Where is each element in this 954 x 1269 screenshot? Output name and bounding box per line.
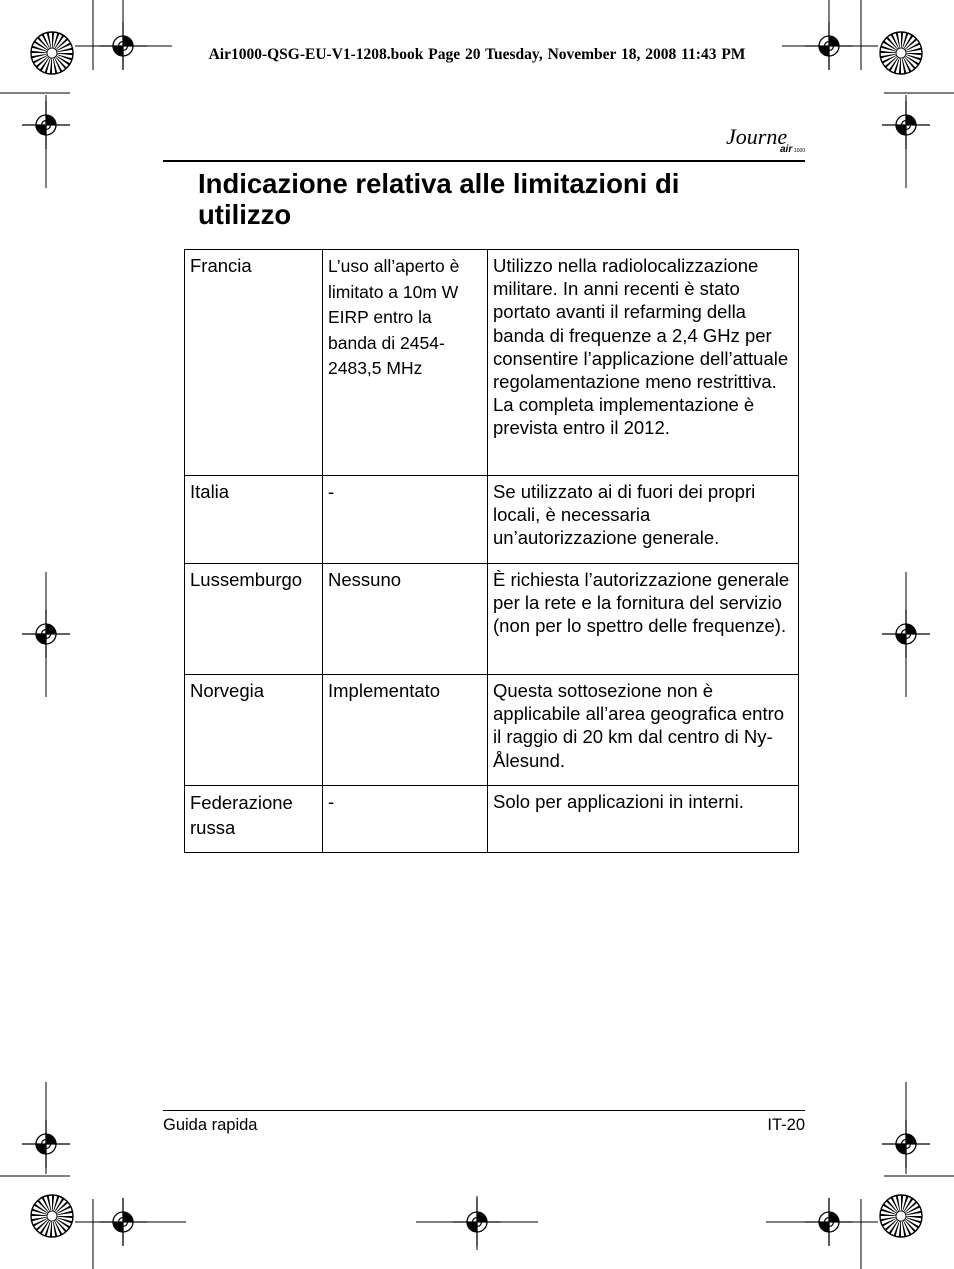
logo-script: Journe bbox=[726, 124, 788, 149]
table-row bbox=[185, 675, 799, 786]
page-number: IT-20 bbox=[767, 1116, 805, 1134]
note-cell: Se utilizzato ai di fuori dei propri locali, è necessaria un’autorizzazione generale. bbox=[488, 476, 799, 564]
logo-model: air bbox=[780, 144, 793, 155]
table-row bbox=[185, 476, 799, 564]
table-row bbox=[185, 250, 799, 476]
limit-cell: Nessuno bbox=[323, 564, 488, 675]
country-cell: Italia bbox=[185, 476, 323, 564]
footer-guide-title: Guida rapida bbox=[163, 1116, 258, 1134]
file-slug: Air1000-QSG-EU-V1-1208.book Page 20 Tuesday, November 18, 2008 11:43 PM bbox=[208, 46, 746, 63]
note-cell: È richiesta l’autorizzazione generale per la rete e la fornitura del servizio (non per lo spettro delle frequenze). bbox=[488, 564, 799, 675]
page-title: Indicazione relativa alle limitazioni di utilizzo bbox=[198, 168, 680, 230]
note-cell: Utilizzo nella radiolocalizzazione militare. In anni recenti è stato portato avanti il refarming della banda di frequenze a 2,4 GHz per consentire l’applicazione dell’attuale regolamentazione meno restrittiva. La completa implementazione è prevista entro il 2012. bbox=[488, 250, 799, 476]
table-row bbox=[185, 786, 799, 853]
table-row bbox=[185, 564, 799, 675]
limit-cell: L’uso all’aperto è limitato a 10m W EIRP entro la banda di 2454-2483,5 MHz bbox=[323, 250, 488, 476]
usage-limits-table bbox=[184, 249, 799, 853]
note-cell: Solo per applicazioni in interni. bbox=[488, 786, 799, 853]
country-cell: Federazione russa bbox=[185, 786, 323, 853]
logo-model-small: 1000 bbox=[794, 148, 806, 154]
limit-cell: - bbox=[323, 476, 488, 564]
country-cell: Lussemburgo bbox=[185, 564, 323, 675]
header-rule bbox=[163, 160, 805, 162]
journe-air-logo bbox=[722, 112, 812, 162]
country-cell: Francia bbox=[185, 250, 323, 476]
note-cell: Questa sottosezione non è applicabile all’area geografica entro il raggio di 20 km dal centro di Ny-Ålesund. bbox=[488, 675, 799, 786]
country-cell: Norvegia bbox=[185, 675, 323, 786]
limit-cell: Implementato bbox=[323, 675, 488, 786]
limit-cell: - bbox=[323, 786, 488, 853]
footer-rule bbox=[163, 1110, 805, 1111]
